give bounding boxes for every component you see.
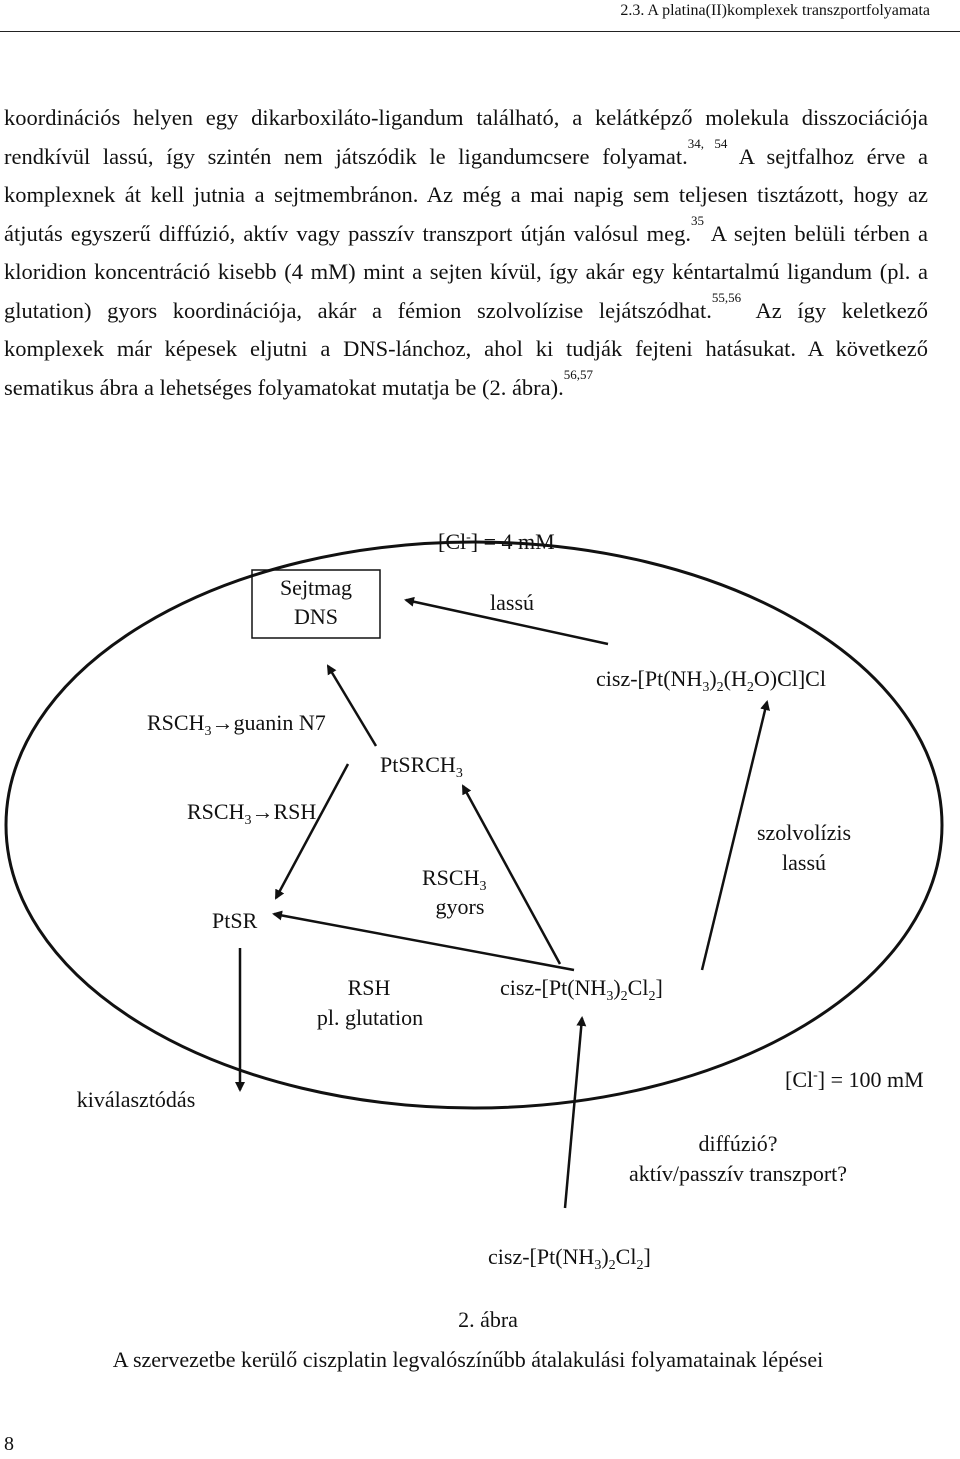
arrow-cisplatin-uptake <box>565 1018 582 1208</box>
aqua-complex-label: cisz-$[Pt(NH_3)_2(H_2O)Cl]Cl$ <box>596 666 826 695</box>
cisplatin-inside-label: cisz-$[Pt(NH_3)_2Cl_2]$ <box>500 975 663 1004</box>
nucleus-label-line2: DNS <box>293 604 339 629</box>
header-rule <box>0 31 960 32</box>
cisplatin-pathway-diagram <box>0 500 960 1360</box>
diffusion-label: diffúzió? <box>698 1131 778 1156</box>
page-number: 8 <box>4 1433 14 1455</box>
chloride-inside-label: [Cl-] = 4 mM <box>438 529 555 554</box>
body-text-2: A sejtfalhoz érve a komplexnek át kell jutnia a sejtmembránon. Az még a mai napig sem teljesen tisztázott, hogy az átjutás egyszerű diffúzió, aktív vagy passzív transzport útján valósul meg. <box>4 143 929 246</box>
citation-1: 34, 54 <box>687 135 728 151</box>
body-text-1: koordinációs helyen egy dikarboxiláto-ligandum található, a kelátképző molekula disszociációja rendkívül lassú, így szintén nem játszódik le ligandumcsere folyamat. <box>4 105 928 169</box>
rsch3-to-rsh-label: $RSCH_3\to RSH$ <box>187 799 317 828</box>
arrow-ptsrch3-to-ptsr <box>276 764 348 898</box>
cisplatin-outside-label: cisz-$[Pt(NH_3)_2Cl_2]$ <box>488 1244 651 1273</box>
excretion-label: kiválasztódás <box>76 1087 196 1112</box>
arrow-cisplatin-to-ptsr <box>274 914 574 970</box>
nucleus-label-line1: Sejtmag <box>279 575 353 600</box>
rsh-label: RSH <box>347 975 391 1000</box>
body-text-4: Az így keletkező komplexek már képesek eljutni a DNS-lánchoz, ahol ki tudják fejteni hatásukat. A következő sematikus ábra a lehetséges folyamatokat mutatja be (2. ábra). <box>4 297 928 400</box>
arrow-ptsrch3-to-nucleus <box>328 666 376 746</box>
ptsrch3-label: PtSRCH$_3$ <box>380 752 463 781</box>
figure-number: 2. ábra <box>458 1307 518 1332</box>
slow-label-top: lassú <box>490 590 534 615</box>
body-text-3: A sejten belüli térben a kloridion koncentráció kisebb (4 mM) mint a sejten kívül, így akár egy kéntartalmú ligandum (pl. a glutation) gyors koordinációja, akár a fémion szolvolízise lejátszódhat. <box>4 220 928 323</box>
citation-3: 55,56 <box>711 289 742 305</box>
rsch3-fast-label: $RSCH_3$ <box>422 865 487 894</box>
chloride-outside-label: [Cl-] = 100 mM <box>785 1067 924 1092</box>
glutathione-label: pl. glutation <box>316 1005 424 1030</box>
citation-2: 35 <box>690 212 704 228</box>
figure-caption: A szervezetbe kerülő ciszplatin legvalószínűbb átalakulási folyamatainak lépései <box>112 1347 824 1372</box>
running-title: 2.3. A platina(II)komplexek transzportfolyamata <box>620 2 930 19</box>
solvolysis-slow-label: lassú <box>782 850 826 875</box>
body-paragraph <box>4 99 928 407</box>
transport-label: aktív/passzív transzport? <box>628 1161 848 1186</box>
citation-4: 56,57 <box>563 366 594 382</box>
fast-label: gyors <box>435 894 485 919</box>
running-header <box>0 0 930 30</box>
guanine-binding-label: $RSCH_3\to guanin$ N7 <box>147 710 326 739</box>
solvolysis-label: szolvolízis <box>756 820 852 845</box>
ptsr-label: PtSR <box>212 908 258 933</box>
